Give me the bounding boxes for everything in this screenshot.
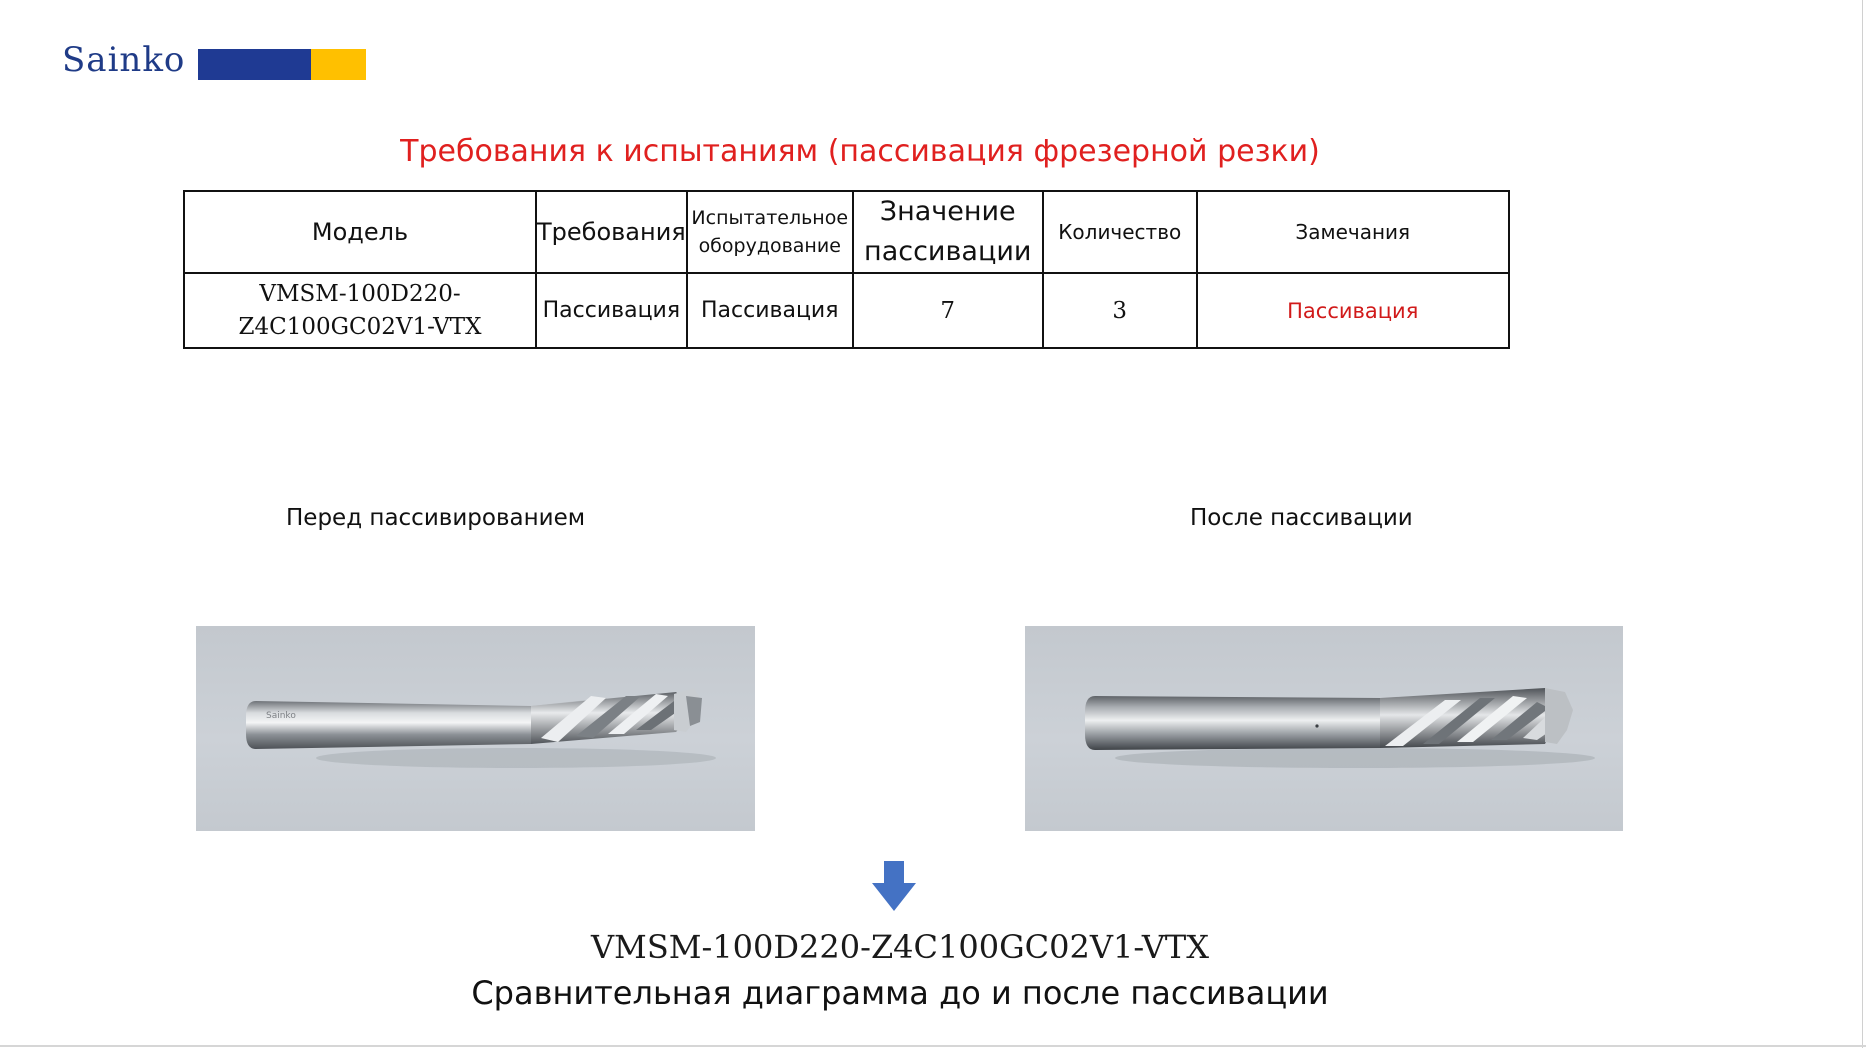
header-requirements: Требования xyxy=(536,191,687,273)
table-header-row xyxy=(184,191,1509,273)
header-model: Модель xyxy=(184,191,536,273)
arrow-down-icon xyxy=(872,861,916,915)
requirements-table xyxy=(183,190,1510,349)
page-title: Требования к испытаниям (пассивация фрезерной резки) xyxy=(400,134,1320,169)
footer-model-number: VMSM-100D220-Z4C100GC02V1-VTX xyxy=(590,928,1210,966)
brand-bar-blue xyxy=(198,49,311,80)
brand-logo-text: Sainko xyxy=(62,40,186,80)
end-mill-illustration-after xyxy=(1025,626,1623,831)
end-mill-illustration-before xyxy=(196,626,755,831)
cell-requirements: Пассивация xyxy=(536,273,687,348)
footer-caption: Сравнительная диаграмма до и после пассивации xyxy=(471,974,1329,1012)
before-caption: Перед пассивированием xyxy=(286,505,586,531)
brand-bar-gold xyxy=(311,49,366,80)
after-caption: После пассивации xyxy=(1190,505,1413,531)
cell-quantity: 3 xyxy=(1043,273,1197,348)
header-value: Значение пассивации xyxy=(853,191,1043,273)
header-equipment: Испытательное оборудование xyxy=(687,191,853,273)
cell-value: 7 xyxy=(853,273,1043,348)
slide-edge-rule xyxy=(1862,0,1863,1048)
cell-remarks: Пассивация xyxy=(1197,273,1509,348)
photo-before-end-mill xyxy=(196,626,755,831)
table-row xyxy=(184,273,1509,348)
slide-bottom-rule xyxy=(0,1045,1866,1047)
header-quantity: Количество xyxy=(1043,191,1197,273)
header-remarks: Замечания xyxy=(1197,191,1509,273)
cell-equipment: Пассивация xyxy=(687,273,853,348)
photo-after-end-mill xyxy=(1025,626,1623,831)
svg-text:Sainko: Sainko xyxy=(266,711,296,721)
cell-model: VMSM-100D220-Z4C100GC02V1-VTX xyxy=(184,273,536,348)
